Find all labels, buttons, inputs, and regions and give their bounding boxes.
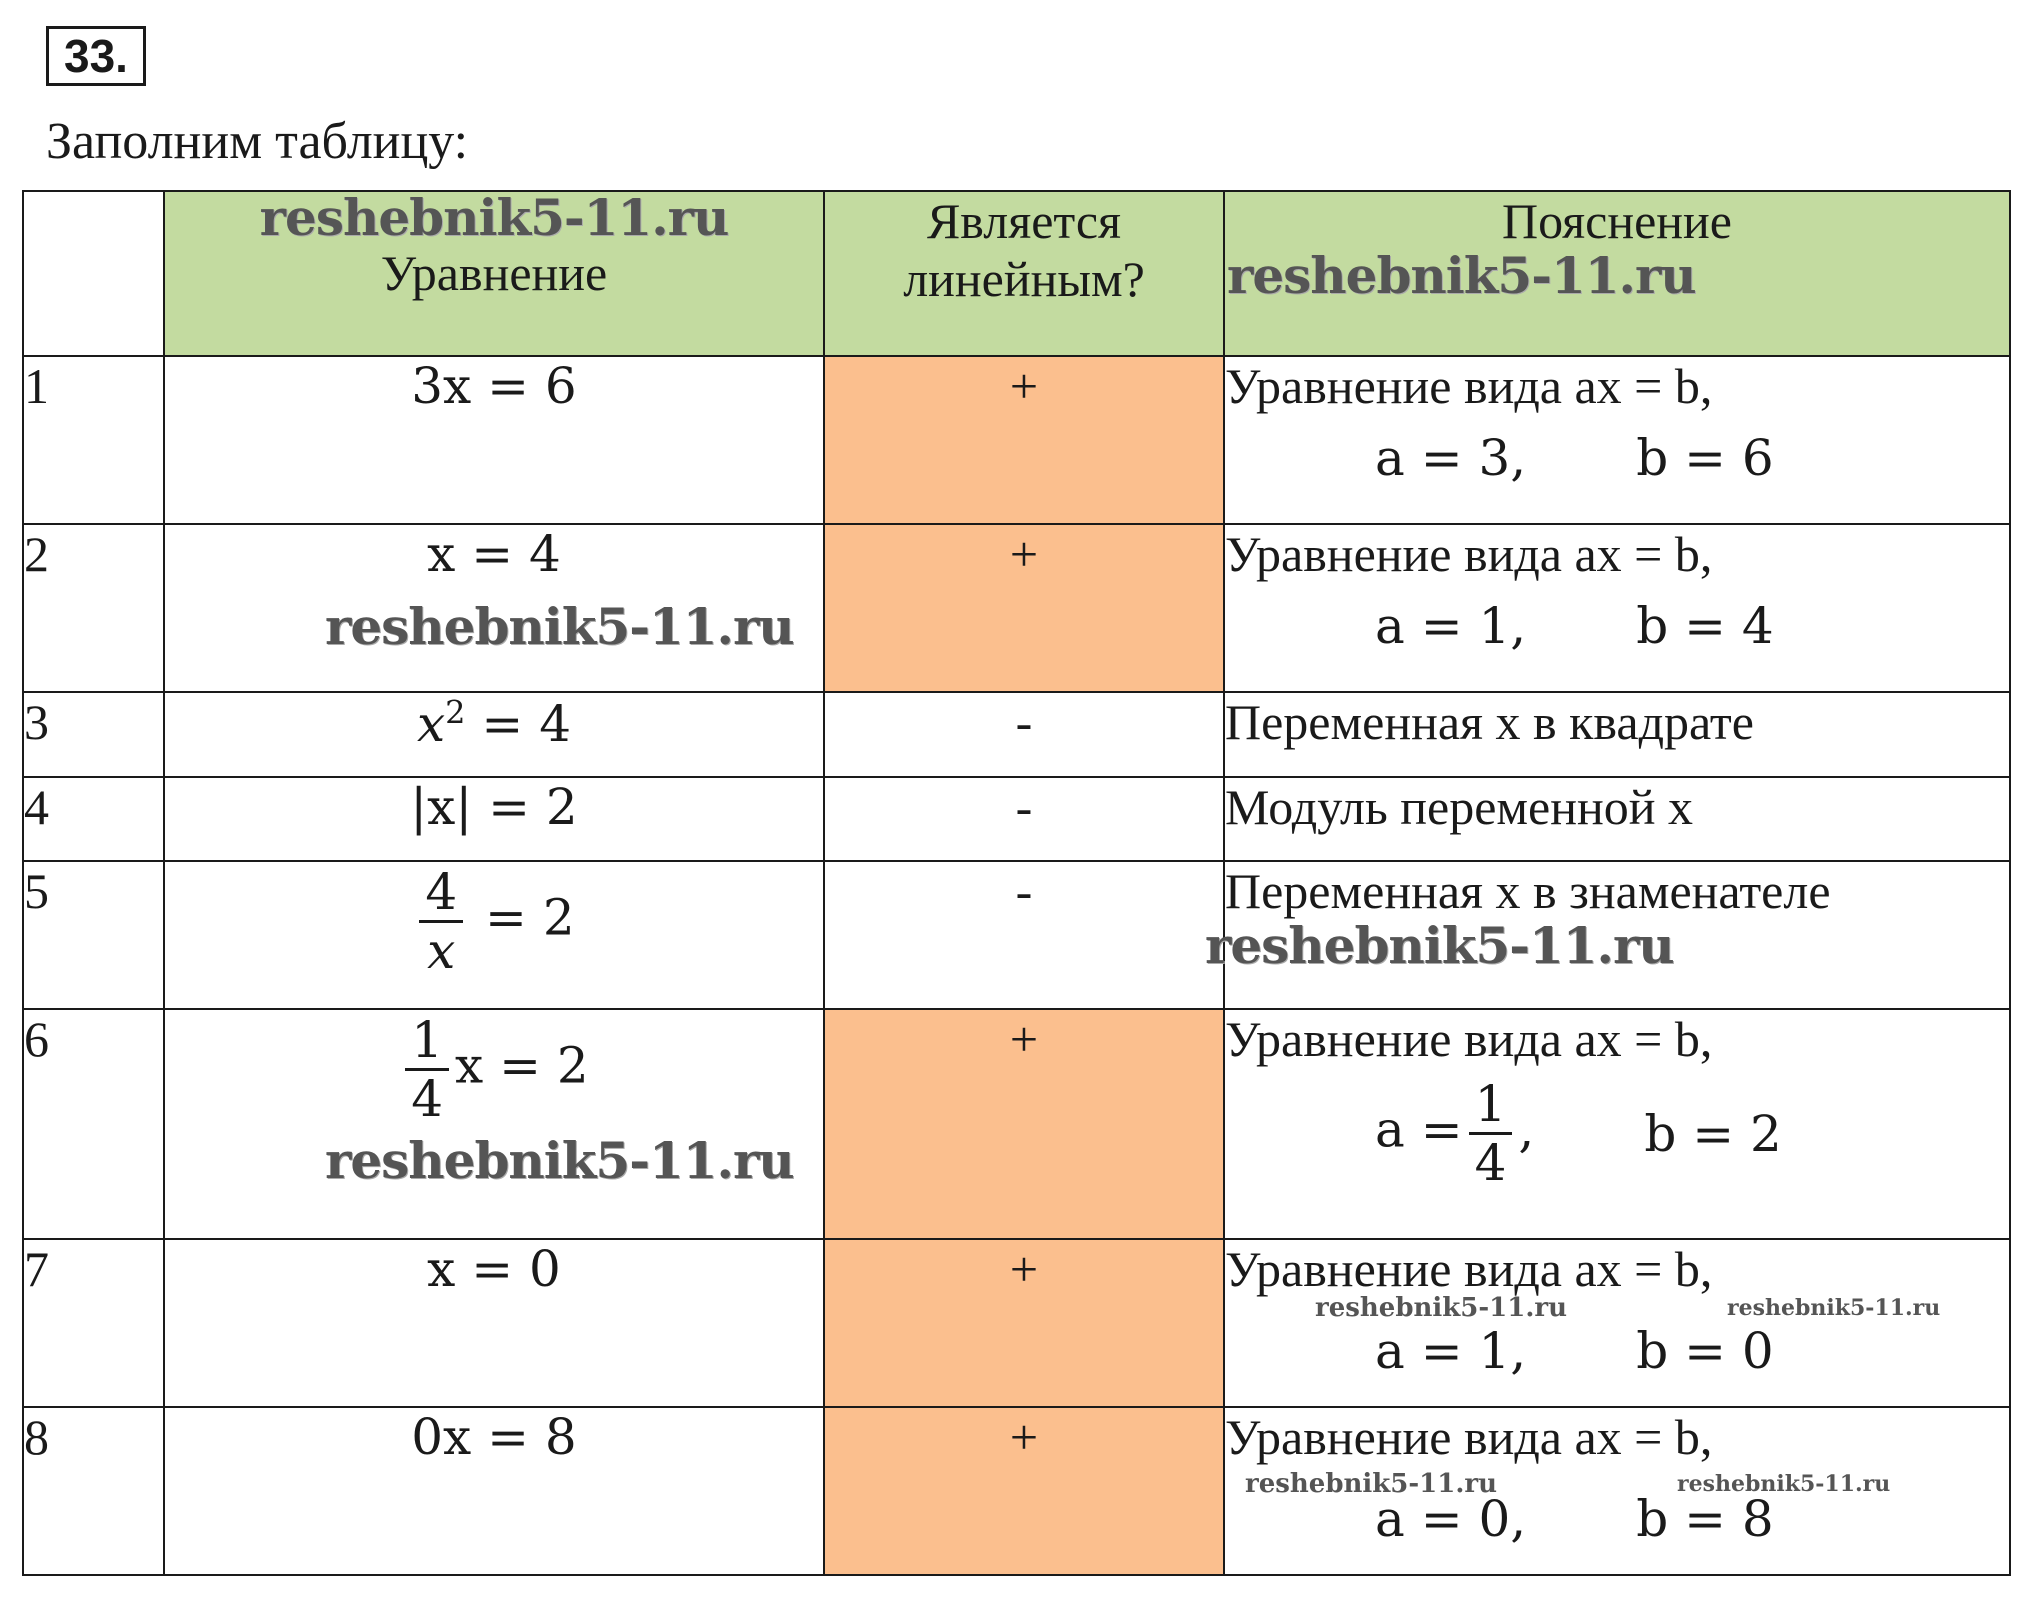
problem-number: 33.: [46, 26, 146, 86]
linear-mark-cell: [824, 1239, 1224, 1407]
fraction-numerator: 4: [419, 864, 463, 923]
explanation-cell: [1224, 524, 2010, 692]
linear-mark: +: [1009, 358, 1039, 414]
equation-cell: [164, 777, 824, 861]
linear-mark: -: [1015, 863, 1033, 919]
watermark: reshebnik5-11.ru: [1315, 1293, 1568, 1323]
watermark-row: [1225, 1294, 2009, 1322]
linear-mark-cell: [824, 1407, 1224, 1575]
header-is-linear-label: Является линейным?: [903, 193, 1145, 307]
coef-b: b = 0: [1636, 1322, 1774, 1380]
watermark: reshebnik5-11.ru: [259, 188, 729, 247]
watermark: reshebnik5-11.ru: [1245, 1469, 1498, 1499]
coef-a: [1375, 1076, 1534, 1191]
table-row: [23, 356, 2010, 524]
equation-cell: [164, 1239, 824, 1407]
equation: x = 0: [427, 1240, 561, 1298]
linear-equations-table: [22, 190, 2011, 1576]
explanation-cell: [1224, 1009, 2010, 1239]
equation-exponent: 2: [445, 693, 466, 731]
coef-a-prefix: a =: [1375, 1100, 1463, 1159]
row-number: 5: [23, 861, 164, 1009]
linear-mark: -: [1015, 779, 1033, 835]
row-number: 6: [23, 1009, 164, 1239]
header-equation: [164, 188, 824, 356]
explanation-cell: [1224, 777, 2010, 861]
equation: x = 4: [427, 525, 561, 583]
header-explanation: [1224, 191, 2010, 356]
equation: 3x = 6: [411, 357, 577, 415]
explanation-text: Уравнение вида ax = b,: [1225, 1241, 1713, 1297]
intro-text: Заполним таблицу:: [46, 113, 469, 170]
watermark: reshebnik5-11.ru: [325, 1131, 794, 1190]
coefficients: [1225, 597, 2009, 655]
explanation-cell: [1224, 356, 2010, 524]
coefficients: [1225, 1322, 2009, 1380]
table-row: [23, 1009, 2010, 1239]
linear-mark-cell: [824, 692, 1224, 777]
fraction: [419, 864, 463, 979]
table-row: [23, 777, 2010, 861]
coef-b: b = 4: [1636, 597, 1774, 655]
fraction-numerator: 1: [405, 1012, 449, 1071]
row-number: 8: [23, 1407, 164, 1575]
explanation-cell: [1224, 1407, 2010, 1575]
table-row: [23, 692, 2010, 777]
table-row: [23, 1407, 2010, 1575]
watermark: reshebnik5-11.ru: [325, 597, 794, 656]
equation-rest: = 4: [465, 694, 572, 753]
fraction: [1469, 1076, 1513, 1191]
watermark: reshebnik5-11.ru: [1227, 246, 1696, 305]
explanation-cell: [1224, 1239, 2010, 1407]
header-number: [23, 191, 164, 356]
linear-mark: +: [1009, 1011, 1039, 1067]
explanation-text: Модуль переменной x: [1225, 779, 1694, 835]
equation-cell: [164, 1407, 824, 1575]
explanation-text: Переменная x в квадрате: [1225, 694, 1754, 750]
equation: |x| = 2: [410, 778, 578, 836]
equation: [417, 695, 571, 753]
coef-a: a = 1,: [1375, 1322, 1527, 1380]
coef-a: a = 3,: [1375, 429, 1527, 487]
row-number: 4: [23, 777, 164, 861]
linear-mark-cell: [824, 524, 1224, 692]
row-number: 7: [23, 1239, 164, 1407]
coef-b: b = 2: [1644, 1104, 1782, 1163]
fraction: [405, 1012, 449, 1127]
coefficients: [1225, 1076, 2009, 1191]
row-number: 2: [23, 524, 164, 692]
equation-base: x: [416, 694, 446, 753]
table-row: [23, 861, 2010, 1009]
explanation-text: Переменная x в знаменателе: [1225, 863, 1831, 919]
header-equation-label: Уравнение: [380, 245, 608, 301]
linear-mark-cell: [824, 861, 1224, 1009]
coefficients: [1225, 429, 2009, 487]
equation: 0x = 8: [411, 1408, 577, 1466]
coef-b: b = 8: [1636, 1490, 1774, 1548]
row-number: 1: [23, 356, 164, 524]
linear-mark: +: [1009, 1409, 1039, 1465]
coef-comma: ,: [1518, 1100, 1535, 1159]
explanation-text: Уравнение вида ax = b,: [1225, 1409, 1713, 1465]
equation-cell: [164, 356, 824, 524]
explanation-text: Уравнение вида ax = b,: [1225, 1011, 1713, 1067]
equation-cell: [164, 524, 824, 692]
watermark: reshebnik5-11.ru: [1205, 916, 1674, 975]
linear-mark: +: [1009, 526, 1039, 582]
header-is-linear: [824, 191, 1224, 356]
explanation-cell: [1205, 861, 2010, 1009]
equation-cell: [164, 1009, 824, 1239]
explanation-text: Уравнение вида ax = b,: [1225, 526, 1713, 582]
coef-b: b = 6: [1636, 429, 1774, 487]
coef-a: a = 1,: [1375, 597, 1527, 655]
equation-cell: [164, 861, 824, 1009]
linear-mark-cell: [824, 777, 1224, 861]
table-row: [23, 1239, 2010, 1407]
table-row: [23, 524, 2010, 692]
watermark: reshebnik5-11.ru: [1677, 1471, 1891, 1497]
fraction-numerator: 1: [1469, 1076, 1513, 1135]
row-number: 3: [23, 692, 164, 777]
fraction-denominator: 4: [1474, 1134, 1507, 1192]
linear-mark: +: [1009, 1241, 1039, 1297]
linear-mark-cell: [824, 356, 1224, 524]
explanation-text: Уравнение вида ax = b,: [1225, 358, 1713, 414]
fraction-denominator: 4: [411, 1070, 444, 1128]
watermark: reshebnik5-11.ru: [1727, 1295, 1941, 1321]
header-row: [23, 191, 2010, 356]
explanation-cell: [1224, 692, 2010, 777]
header-explanation-label: Пояснение: [1501, 193, 1732, 249]
equation-cell: [164, 692, 824, 777]
linear-mark: -: [1015, 694, 1033, 750]
equation-rest: = 2: [469, 888, 575, 947]
linear-mark-cell: [824, 1009, 1224, 1239]
equation-rest: x = 2: [455, 1036, 589, 1095]
fraction-denominator: x: [427, 922, 456, 980]
coef-a: a = 0,: [1375, 1490, 1527, 1548]
